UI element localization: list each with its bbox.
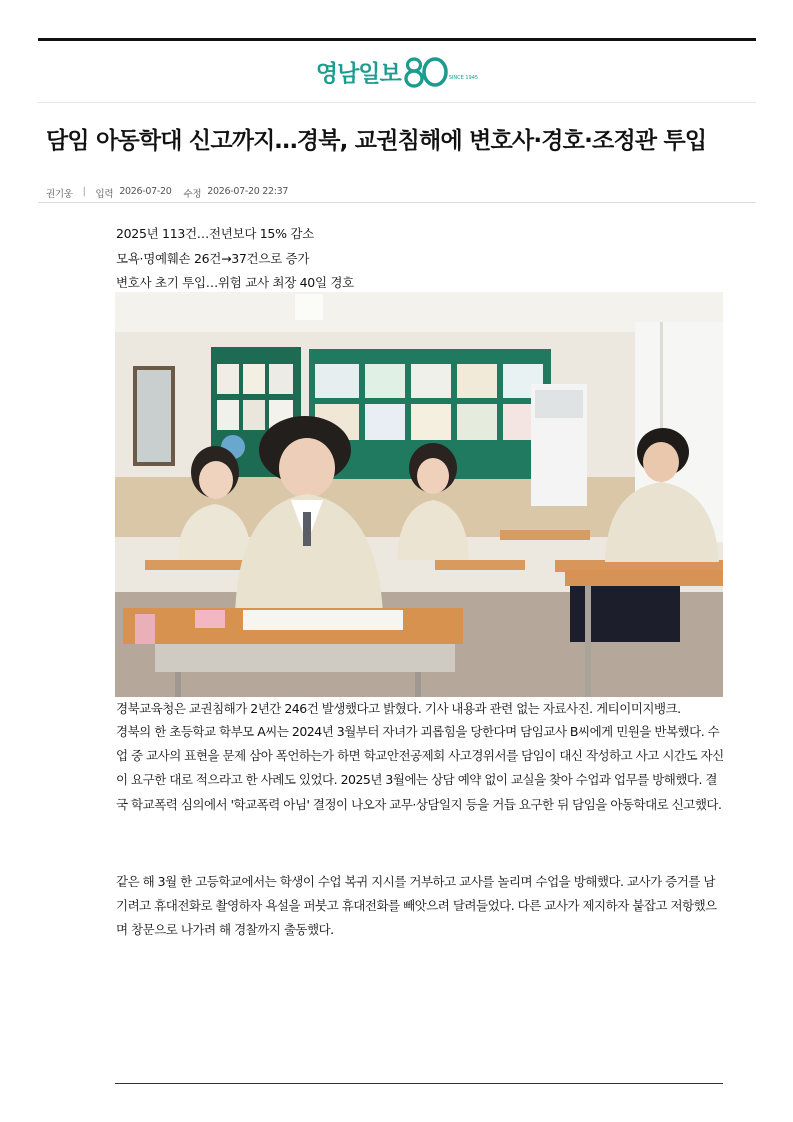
bottom-rule — [115, 1083, 723, 1084]
author-name[interactable]: 권기웅 — [46, 189, 73, 200]
logo-wordmark: 영남일보 — [315, 61, 401, 87]
subheadline: 2025년 113건…전년보다 15% 감소 — [116, 226, 314, 241]
byline-divider — [38, 202, 756, 203]
subheadline-list — [116, 222, 726, 296]
photo-caption: 경북교육청은 교권침해가 2년간 246건 발생했다고 밝혔다. 기사 내용과 관련 없는 자료사진. 게티이미지뱅크. — [116, 701, 681, 716]
byline — [46, 186, 288, 200]
anniversary-80-icon — [403, 55, 449, 89]
newspaper-logo[interactable] — [316, 55, 478, 89]
logo-since: SINCE 1945 — [448, 74, 479, 81]
published-date: 2026-07-20 — [119, 186, 172, 197]
masthead — [38, 41, 756, 103]
article-photo — [115, 292, 723, 697]
modified-label: 수정 — [183, 189, 202, 200]
article-paragraph: 경북의 한 초등학교 학부모 A씨는 2024년 3월부터 자녀가 괴롭힘을 당한다며 담임교사 B씨에게 민원을 반복했다. 수업 중 교사의 표현을 문제 삼아 폭언하는가 하면 학교안전공제회 사고경위서를 담임이 대신 작성하고 사고 시간도 자신이 요구한 대로 적으라고 한 사례도 있었다. 2025년 3월에는 상담 예약 없이 교실을 찾아 수업과 업무를 방해했다. 결국 학교폭력 심의에서 '학교폭력 아님' 결정이 나오자 교무·상담일지 등을 거듭 요구한 뒤 담임을 아동학대로 신고했다. — [116, 724, 724, 812]
article-headline: 담임 아동학대 신고까지…경북, 교권침해에 변호사·경호·조정관 투입 — [46, 128, 707, 154]
article-paragraph: 같은 해 3월 한 고등학교에서는 학생이 수업 복귀 지시를 거부하고 교사를 놀리며 수업을 방해했다. 교사가 증거를 남기려고 휴대전화로 촬영하자 욕설을 퍼붓고 휴대전화를 빼앗으려 달려들었다. 다른 교사가 제지하자 붙잡고 저항했으며 창문으로 나가려 해 경찰까지 출동했다. — [116, 874, 717, 938]
byline-separator: | — [82, 186, 86, 197]
modified-date: 2026-07-20 22:37 — [207, 186, 289, 197]
subheadline: 모욕·명예훼손 26건→37건으로 증가 — [116, 250, 310, 266]
published-label: 입력 — [95, 189, 114, 200]
subheadline: 변호사 초기 투입…위험 교사 최장 40일 경호 — [116, 275, 354, 290]
classroom-photo-illustration — [115, 292, 723, 697]
